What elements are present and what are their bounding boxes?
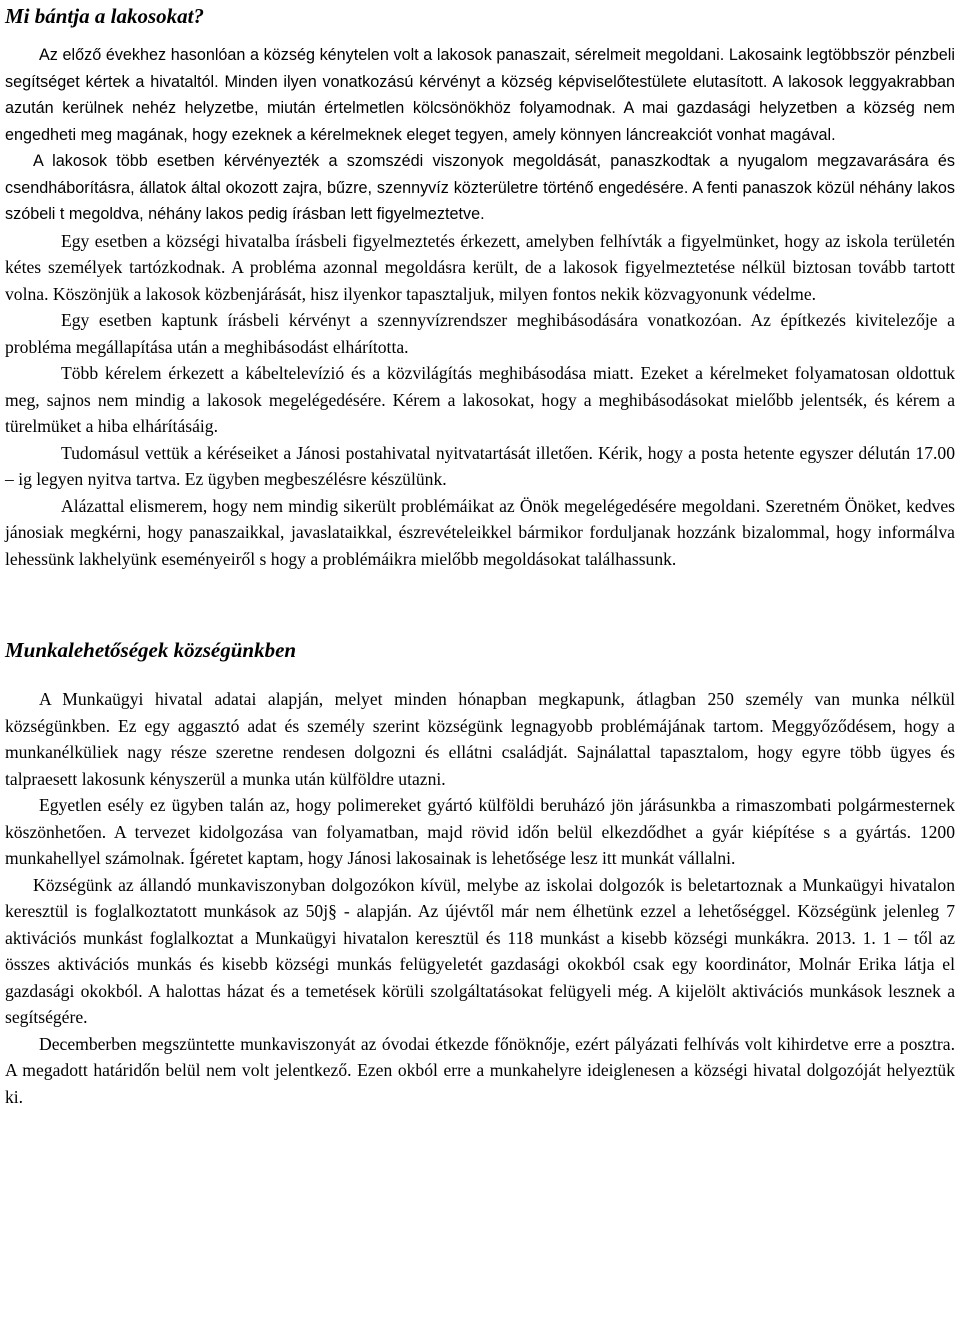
document-page: [5, 0, 955, 1110]
paragraph: Egyetlen esély ez ügyben talán az, hogy polimereket gyártó külföldi beruházó jön járásunkba a rimaszombati polgármesternek köszönhetően. A tervezet kidolgozása van folyamatban, majd rövid időn belül elkezdődhet a gyár kiépítése s a gyártás. 1200 munkahellyel számolnak. Ígéretet kaptam, hogy Jánosi lakosainak is lehetősége lesz itt munkát vállalni.: [5, 795, 955, 868]
section-spacer: [5, 572, 955, 636]
paragraph: Tudomásul vettük a kéréseiket a Jánosi postahivatal nyitvatartását illetően. Kérik, hogy a posta hetente egyszer délután 17.00 – ig legyen nyitva tartva. Ez ügyben megbeszélésre készülünk.: [5, 442, 955, 489]
paragraph: A Munkaügyi hivatal adatai alapján, melyet minden hónapban megkapunk, átlagban 250 személy van munka nélkül községünkben. Ez egy aggasztó adat és személy szerint községünk legnagyobb problémájának tartom. Meggyőződésem, hogy a munkanélküliek nagy része szeretne rendesen dolgozni és ellátni családját. Sajnálattal tapasztalom, hogy egyre több ügyes és talpraesett lakosunk kényszerül a munka után külföldre utazni.: [5, 689, 955, 789]
paragraph: Egy esetben kaptunk írásbeli kérvényt a szennyvízrendszer meghibásodására vonatkozóan. Az építkezés kivitelezője a probléma megállapítása után a meghibásodást elhárította.: [5, 310, 955, 357]
paragraph: Az előző évekhez hasonlóan a község kénytelen volt a lakosok panaszait, sérelmeit megoldani. Lakosaink legtöbbször pénzbeli segítséget kértek a hivataltól. Minden ilyen vonatkozású kérvényt a község képviselőtestülete elutasított. A lakosok leggyakrabban azután kerülnek nehéz helyzetbe, miután értelmetlen kölcsönökhöz folyamodnak. A mai gazdasági helyzetben a község nem engedheti meg magának, hogy ezeknek a kérelmeknek eleget tegyen, amely könnyen láncreakciót vonhat magával.: [5, 46, 955, 144]
paragraph: A lakosok több esetben kérvényezték a szomszédi viszonyok megoldását, panaszkodtak a nyugalom megzavarására és csendháborításra, állatok által okozott zajra, bűzre, szennyvíz közterületre történő engedésére. A fenti panaszok közül néhány lakos szóbeli t megoldva, néhány lakos pedig írásban lett figyelmeztetve.: [5, 152, 955, 223]
paragraph: Decemberben megszüntette munkaviszonyát az óvodai étkezde főnöknője, ezért pályázati felhívás volt kihirdetve erre a posztra. A megadott határidőn belül nem volt jelentkező. Ezen okból erre a munkahelyre ideiglenesen a községi hivatal dolgozóját helyeztük ki.: [5, 1033, 955, 1107]
paragraph: Több kérelem érkezett a kábeltelevízió és a közvilágítás meghibásodása miatt. Ezeket a kérelmeket folyamatosan oldottuk meg, sajnos nem mindig a lakosok megelégedésére. Kérem a lakosokat, hogy a meghibásodásokat mielőbb jelentsék, és kérem a türelmüket a hiba elhárításáig.: [5, 363, 955, 436]
section-title-complaints: Mi bántja a lakosokat?: [5, 4, 204, 28]
paragraph: Községünk az állandó munkaviszonyban dolgozókon kívül, melybe az iskolai dolgozók is beletartoznak a Munkaügyi hivatalon keresztül is foglalkoztatott munkások az 50j§ - alapján. Az újévtől már nem élhetünk ezzel a lehetőséggel. Községünk jelenleg 7 aktivációs munkást foglalkoztat a Munkaügyi hivatalon keresztül és 118 munkást a kisebb községi munkákra. 2013. 1. 1 – től az összes aktivációs munkás és kisebb községi munkás felügyeletét gazdasági okokból csak egy koordinátor, Molnár Erika látja el gazdasági okokból. A halottas házat és a temetések körüli szolgáltatásokat felügyeli még. A kijelölt aktivációs munkások lesznek a segítségére.: [5, 874, 955, 1027]
section-title-jobs: Munkalehetőségek községünkben: [5, 638, 297, 662]
paragraph: Egy esetben a községi hivatalba írásbeli figyelmeztetés érkezett, amelyben felhívták a figyelmünket, hogy az iskola területén kétes személyek tartózkodnak. A probléma azonnal megoldásra került, de a lakosok figyelmeztetése nélkül biztosan tovább tartott volna. Köszönjük a lakosok közbenjárását, hisz ilyenkor tapasztaljuk, milyen fontos nekik közvagyonunk védelme.: [5, 230, 955, 304]
paragraph: Alázattal elismerem, hogy nem mindig sikerült problémáikat az Önök megelégedésére megoldani. Szeretném Önöket, kedves jánosiak megkérni, hogy panaszaikkal, javaslataikkal, észrevételeikkel bármikor forduljanak hozzánk bizalommal, hogy informálva lehessünk lakhelyünk eseményeiről s hogy a problémáikra mielőbb megoldásokat találhassunk.: [5, 495, 955, 569]
